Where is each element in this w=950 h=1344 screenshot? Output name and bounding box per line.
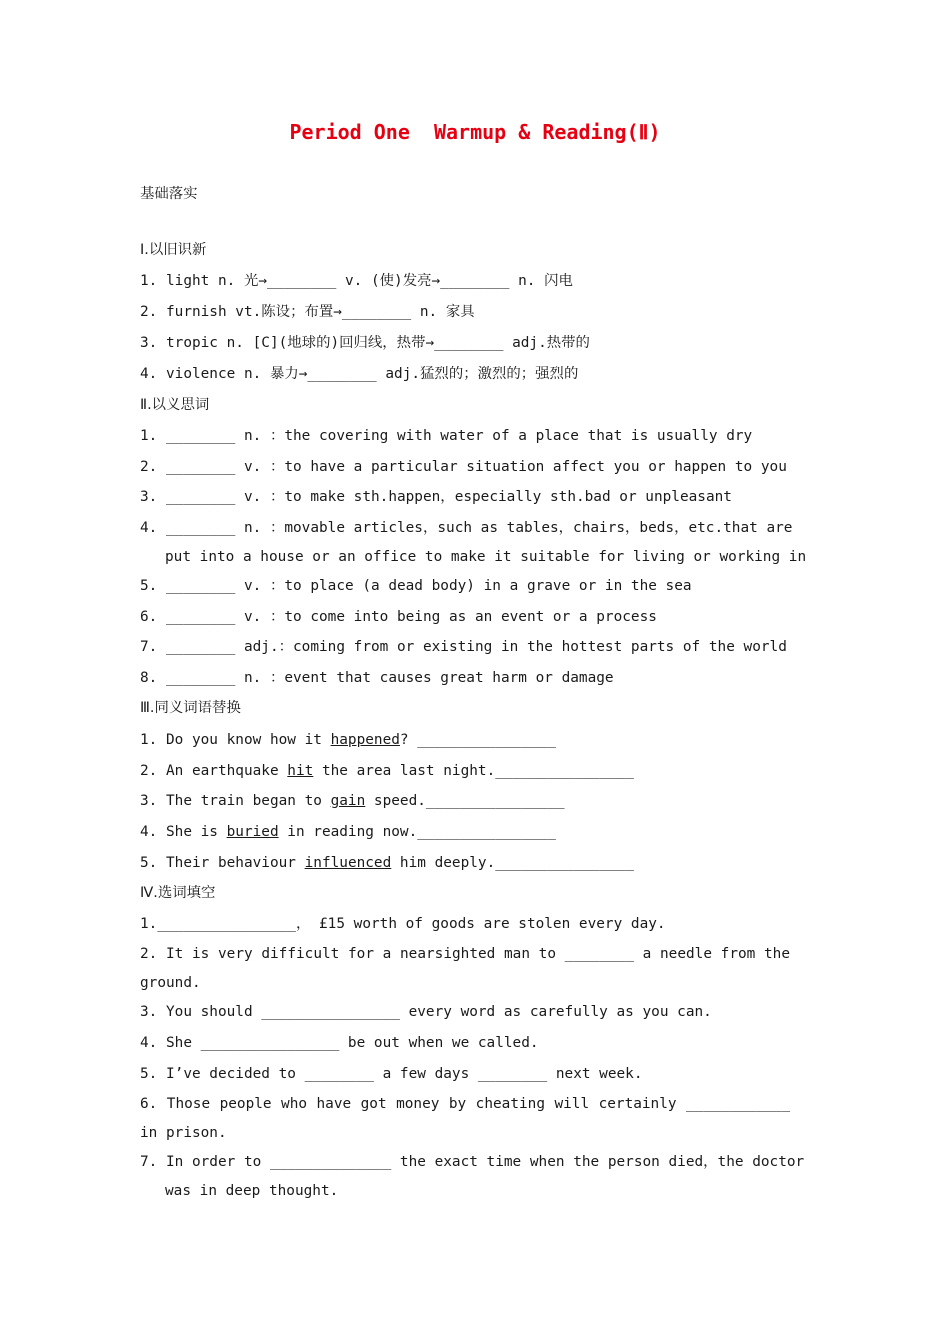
s3-item-2-post: the area last night.________________ <box>313 763 634 779</box>
s3-item-4-pre: 4. She is <box>140 824 227 840</box>
s3-item-3 <box>140 791 565 811</box>
s3-item-2 <box>140 761 634 781</box>
s2-item-8: 8. ________ n. ：event that causes great harm or damage <box>140 670 614 686</box>
s1-item-4: 4. violence n. 暴力→________ adj.猛烈的；激烈的；强烈的 <box>140 366 579 382</box>
s3-item-3-post: speed.________________ <box>365 793 565 809</box>
s4-item-3: 3. You should ________________ every word as carefully as you can. <box>140 1004 712 1020</box>
s3-item-4-word: buried <box>226 824 279 840</box>
s3-item-5-post: him deeply.________________ <box>391 855 634 871</box>
s2-item-5: 5. ________ v. ：to place (a dead body) in a grave or in the sea <box>140 578 692 594</box>
s2-item-4: 4. ________ n. ：movable articles，such as tables，chairs，beds，etc.that are <box>140 520 793 536</box>
s3-item-2-word: hit <box>287 763 314 779</box>
s2-item-1: 1. ________ n. ：the covering with water of a place that is usually dry <box>140 428 753 444</box>
section-2-heading: Ⅱ.以义思词 <box>140 397 210 413</box>
s2-item-3: 3. ________ v. ：to make sth.happen，especially sth.bad or unpleasant <box>140 489 732 505</box>
s3-item-1 <box>140 730 556 750</box>
s4-item-4: 4. She ________________ be out when we called. <box>140 1035 539 1051</box>
s2-item-7: 7. ________ adj.：coming from or existing in the hottest parts of the world <box>140 639 787 655</box>
s3-item-5-word: influenced <box>304 855 392 871</box>
s4-item-7-continued: was in deep thought. <box>165 1183 339 1199</box>
section-3-heading: Ⅲ.同义词语替换 <box>140 700 241 716</box>
s2-item-6: 6. ________ v. ：to come into being as an event or a process <box>140 609 657 625</box>
section-subtitle: 基础落实 <box>140 186 198 202</box>
s3-item-1-word: happened <box>330 732 400 748</box>
s1-item-2: 2. furnish vt.陈设；布置→________ n. 家具 <box>140 304 475 320</box>
s2-item-4-continued: put into a house or an office to make it suitable for living or working in <box>165 549 807 565</box>
s4-item-7: 7. In order to ______________ the exact time when the person died，the doctor <box>140 1154 805 1170</box>
s3-item-5-pre: 5. Their behaviour <box>140 855 305 871</box>
s3-item-3-pre: 3. The train began to <box>140 793 331 809</box>
s1-item-1: 1. light n. 光→________ v. (使)发亮→________ n. 闪电 <box>140 273 573 289</box>
section-4-heading: Ⅳ.选词填空 <box>140 885 216 901</box>
s3-item-2-pre: 2. An earthquake <box>140 763 288 779</box>
s3-item-4 <box>140 822 556 842</box>
s3-item-3-word: gain <box>330 793 366 809</box>
s4-item-6: 6. Those people who have got money by cheating will certainly ____________ in prison. <box>140 1096 790 1141</box>
s4-item-2: 2. It is very difficult for a nearsighted man to ________ a needle from the ground. <box>140 946 790 991</box>
s3-item-5 <box>140 853 634 873</box>
s1-item-3: 3. tropic n. [C](地球的)回归线，热带→________ adj.热带的 <box>140 335 590 351</box>
s3-item-4-post: in reading now.________________ <box>278 824 556 840</box>
page-title: Period One Warmup & Reading(Ⅱ) <box>289 120 661 144</box>
s3-item-1-pre: 1. Do you know how it <box>140 732 331 748</box>
s4-item-1: 1.________________， £15 worth of goods are stolen every day. <box>140 916 666 932</box>
s2-item-2: 2. ________ v. ：to have a particular situation affect you or happen to you <box>140 459 787 475</box>
s3-item-1-post: ? ________________ <box>399 732 556 748</box>
s4-item-5: 5. I’ve decided to ________ a few days ________ next week. <box>140 1066 643 1082</box>
section-1-heading: Ⅰ.以旧识新 <box>140 242 207 258</box>
